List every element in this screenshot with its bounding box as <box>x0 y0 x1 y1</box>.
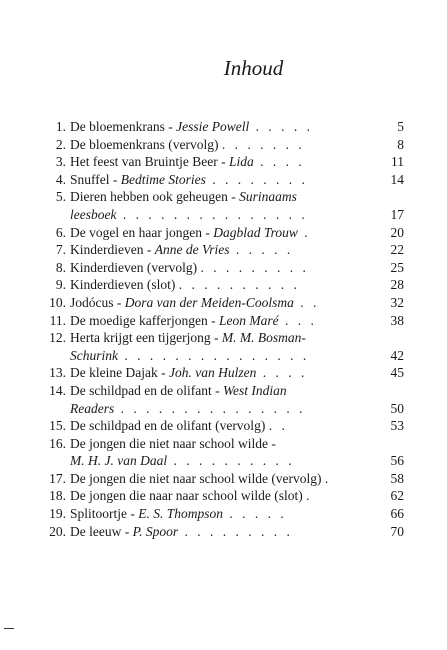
toc-page-number: 53 <box>390 418 404 434</box>
toc-line <box>44 523 404 541</box>
toc-author: Surinaams <box>239 189 297 205</box>
toc-leader-dots: . . . . <box>256 365 308 381</box>
toc-page-number: 5 <box>397 119 404 134</box>
toc-title <box>70 435 276 453</box>
toc-line <box>44 136 404 154</box>
edge-mark <box>4 628 14 629</box>
toc-line <box>44 452 404 470</box>
toc-title <box>70 312 317 330</box>
toc-number: 15. <box>49 418 66 434</box>
toc-line <box>44 417 404 435</box>
toc-text: De bloemenkrans - <box>70 119 177 134</box>
toc-leader-dots: . . . . . . . . . <box>178 523 293 539</box>
toc-text: De vogel en haar jongen - <box>70 224 214 240</box>
toc-line <box>44 400 404 418</box>
toc-page-number: 8 <box>397 136 404 152</box>
toc-author: Joh. van Hulzen <box>168 365 257 381</box>
toc-leader-dots: . . . <box>278 312 317 328</box>
toc-text: Splitoortje - <box>70 506 139 522</box>
toc-author: Readers <box>70 400 115 416</box>
toc-page-number: 58 <box>390 470 404 486</box>
toc-text: Kinderdieven (vervolg) <box>70 259 201 275</box>
toc-line <box>44 312 404 330</box>
toc-author: M. M. Bosman- <box>221 330 306 346</box>
toc-title <box>70 153 305 171</box>
toc-page-number: 32 <box>390 294 404 310</box>
toc-page-number: 20 <box>390 224 404 240</box>
toc-author: E. S. Thompson <box>138 506 224 522</box>
toc-leader-dots: . . . . . . . . <box>205 171 308 187</box>
toc-leader-dots: . . . . <box>253 154 305 170</box>
toc-text: Dieren hebben ook geheugen - <box>70 189 240 205</box>
toc-number: 1. <box>55 119 66 134</box>
toc-page-number: 66 <box>390 506 404 522</box>
toc-title <box>70 294 319 312</box>
toc-page-number: 38 <box>390 312 404 328</box>
toc-number: 20. <box>49 523 66 539</box>
toc-author: P. Spoor <box>132 523 179 539</box>
toc-line <box>44 118 404 136</box>
toc-number: 2. <box>55 136 66 152</box>
toc-line <box>44 276 404 294</box>
toc-number: 4. <box>55 171 66 187</box>
toc-author: Lida <box>228 154 254 170</box>
toc-title <box>70 470 328 488</box>
toc-line <box>44 329 404 347</box>
toc-title <box>70 452 295 470</box>
toc-author: Dora van der Meiden-Coolsma <box>124 294 294 310</box>
toc-title <box>70 329 306 347</box>
toc-page-number: 70 <box>390 523 404 539</box>
toc-text: Snuffel - <box>70 171 121 187</box>
toc-leader-dots: . . . . . <box>223 506 287 522</box>
toc-author: Bedtime Stories <box>120 171 206 187</box>
toc-leader-dots: . . . . . <box>229 242 294 258</box>
toc-line <box>44 153 404 171</box>
toc-title <box>70 136 305 154</box>
toc-page-number: 28 <box>390 277 404 293</box>
toc-text: Het feest van Bruintje Beer - <box>70 154 229 170</box>
toc-text: De jongen die niet naar school wilde (vervolg) . <box>70 470 329 486</box>
toc-line <box>44 487 404 505</box>
toc-title <box>70 188 297 206</box>
toc-title <box>70 487 310 505</box>
toc-title <box>70 523 293 541</box>
toc-number: 11. <box>49 312 66 328</box>
toc-text: Herta krijgt een tijgerjong - <box>70 330 222 346</box>
toc-line <box>44 470 404 488</box>
page-title: Inhoud <box>223 56 284 80</box>
toc-author: West Indian <box>222 382 287 398</box>
toc-author: M. H. J. van Daal <box>70 453 168 469</box>
toc-text: De kleine Dajak - <box>70 365 169 381</box>
toc-text: De schildpad en de olifant (vervolg) <box>70 418 269 434</box>
toc-author: Schurink <box>70 347 118 363</box>
toc-line <box>44 364 404 382</box>
toc-author: Leon Maré <box>218 312 279 328</box>
toc-title <box>70 400 306 418</box>
toc-text: De moedige kafferjongen - <box>70 312 219 328</box>
toc-author: Dagblad Trouw <box>213 224 298 240</box>
toc-line <box>44 435 404 453</box>
toc-number: 3. <box>55 154 66 170</box>
toc-number: 19. <box>49 506 66 522</box>
toc-title <box>70 118 313 136</box>
toc-author: Jessie Powell <box>176 119 250 134</box>
toc-page-number: 17 <box>390 206 404 222</box>
toc-line <box>44 259 404 277</box>
toc-number: 12. <box>49 330 66 346</box>
toc-number: 8. <box>55 259 66 275</box>
toc-leader-dots: . . . . . <box>249 119 313 134</box>
toc-page-number: 50 <box>390 400 404 416</box>
toc-text: De leeuw - <box>70 523 133 539</box>
toc-leader-dots: . . . . . . . . . . <box>178 277 300 293</box>
toc-line <box>44 171 404 189</box>
toc-number: 7. <box>55 242 66 258</box>
toc-line <box>44 505 404 523</box>
toc-line <box>44 206 404 224</box>
toc-title <box>70 241 293 259</box>
toc-number: 10. <box>49 294 66 310</box>
toc-leader-dots: . . <box>268 418 288 434</box>
toc-leader-dots: . . . . . . . . . . . . . . . <box>114 400 306 416</box>
toc-title <box>70 382 287 400</box>
toc-page-number: 22 <box>390 242 404 258</box>
table-of-contents <box>44 118 404 540</box>
toc-number: 16. <box>49 435 66 451</box>
toc-text: Jodócus - <box>70 294 125 310</box>
toc-page-number: 14 <box>390 171 404 187</box>
toc-text: Kinderdieven (slot) <box>70 277 179 293</box>
toc-text: De jongen die niet naar school wilde - <box>70 435 276 451</box>
toc-title <box>70 347 309 365</box>
toc-title <box>70 259 309 277</box>
toc-number: 17. <box>49 470 66 486</box>
toc-page-number: 25 <box>390 259 404 275</box>
toc-line <box>44 382 404 400</box>
toc-line <box>44 241 404 259</box>
toc-text: Kinderdieven - <box>70 242 155 258</box>
toc-page-number: 42 <box>390 347 404 363</box>
toc-line <box>44 294 404 312</box>
toc-author: leesboek <box>70 206 117 222</box>
toc-title <box>70 505 287 523</box>
toc-text: De bloemenkrans (vervolg) <box>70 136 222 152</box>
toc-page-number: 62 <box>390 488 404 504</box>
toc-title <box>70 171 308 189</box>
toc-title <box>70 224 311 242</box>
toc-leader-dots: . . . . . . . . . . <box>167 453 295 469</box>
toc-leader-dots: . . <box>293 294 320 310</box>
toc-leader-dots: . . . . . . . . . <box>200 259 309 275</box>
toc-number: 14. <box>49 382 66 398</box>
toc-leader-dots: . <box>297 224 311 240</box>
toc-number: 6. <box>55 224 66 240</box>
toc-line <box>44 224 404 242</box>
toc-title <box>70 364 307 382</box>
toc-page-number: 45 <box>390 365 404 381</box>
toc-leader-dots: . . . . . . . <box>221 136 305 152</box>
toc-title <box>70 276 300 294</box>
toc-page-number: 56 <box>390 453 404 469</box>
toc-leader-dots: . . . . . . . . . . . . . . . <box>116 206 308 222</box>
toc-title <box>70 417 288 435</box>
toc-text: De jongen die naar naar school wilde (slot) . <box>70 488 310 504</box>
toc-number: 9. <box>55 277 66 293</box>
toc-line <box>44 188 404 206</box>
toc-number: 18. <box>49 488 66 504</box>
toc-number: 13. <box>49 365 66 381</box>
toc-line <box>44 347 404 365</box>
toc-number: 5. <box>55 189 66 205</box>
toc-page-number: 11 <box>391 154 404 170</box>
toc-text: De schildpad en de olifant - <box>70 382 223 398</box>
toc-author: Anne de Vries <box>154 242 230 258</box>
toc-title <box>70 206 308 224</box>
toc-leader-dots: . . . . . . . . . . . . . . . <box>118 347 310 363</box>
